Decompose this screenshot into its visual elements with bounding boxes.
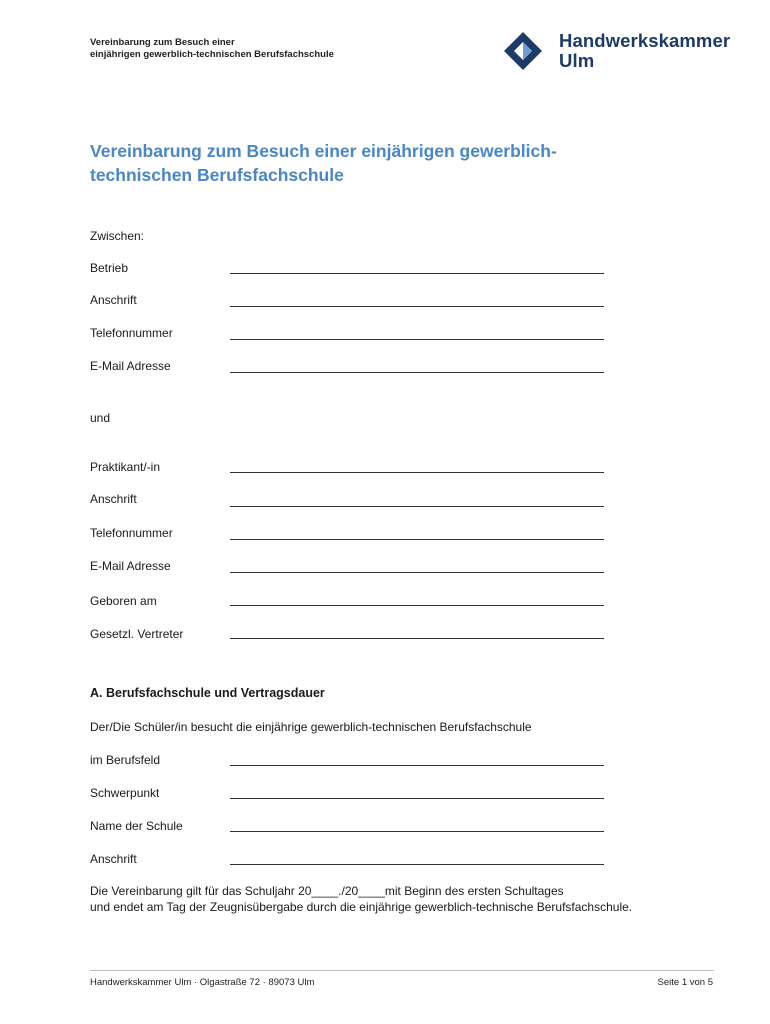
intern-field-line[interactable] (230, 638, 604, 639)
company-field-line[interactable] (230, 339, 604, 340)
intern-field-line[interactable] (230, 605, 604, 606)
between-label: Zwischen: (90, 229, 145, 243)
footer-divider (90, 970, 714, 971)
running-header (90, 37, 334, 61)
school-field-line[interactable] (230, 864, 604, 865)
intern-field-line[interactable] (230, 472, 604, 473)
school-field-label: Anschrift (90, 852, 137, 866)
intern-field-line[interactable] (230, 572, 604, 573)
document-title (90, 139, 690, 187)
school-field-label: Schwerpunkt (90, 786, 160, 800)
school-field-line[interactable] (230, 798, 604, 799)
school-field-line[interactable] (230, 831, 604, 832)
intern-field-label: Anschrift (90, 492, 137, 506)
title-line-2: technischen Berufsfachschule (90, 165, 344, 185)
company-field-line[interactable] (230, 273, 604, 274)
intern-field-label: Telefonnummer (90, 526, 173, 540)
section-a-intro: Der/Die Schüler/in besucht die einjährige gewerblich-technischen Berufsfachschule (90, 720, 532, 734)
intern-field-label: Gesetzl. Vertreter (90, 627, 184, 641)
header-line-1: Vereinbarung zum Besuch einer (90, 37, 235, 48)
intern-field-line[interactable] (230, 539, 604, 540)
school-field-label: im Berufsfeld (90, 753, 161, 767)
page-number: Seite 1 von 5 (657, 977, 713, 988)
intern-field-label: Geboren am (90, 594, 157, 608)
and-label: und (90, 411, 111, 425)
company-field-line[interactable] (230, 306, 604, 307)
validity-line-2: und endet am Tag der Zeugnisübergabe durch die einjährige gewerblich-technische Berufsfachschule. (90, 900, 633, 914)
footer-address: Handwerkskammer Ulm · Olgastraße 72 · 89073 Ulm (90, 977, 315, 988)
company-field-line[interactable] (230, 372, 604, 373)
validity-line-1: Die Vereinbarung gilt für das Schuljahr 20____./20____mit Beginn des ersten Schultages (90, 884, 564, 898)
hwk-ulm-logo (503, 31, 743, 73)
school-field-label: Name der Schule (90, 819, 183, 833)
header-line-2: einjährigen gewerblich-technischen Berufsfachschule (90, 49, 334, 60)
validity-paragraph (90, 883, 632, 915)
school-field-line[interactable] (230, 765, 604, 766)
logo-text-line-1: Handwerkskammer (559, 30, 731, 51)
intern-field-label: E-Mail Adresse (90, 559, 171, 573)
company-field-label: E-Mail Adresse (90, 359, 171, 373)
company-field-label: Telefonnummer (90, 326, 173, 340)
section-a-title: A. Berufsfachschule und Vertragsdauer (90, 686, 325, 700)
company-field-label: Betrieb (90, 261, 129, 275)
logo-text-line-2: Ulm (559, 50, 595, 71)
intern-field-label: Praktikant/-in (90, 460, 161, 474)
title-line-1: Vereinbarung zum Besuch einer einjährigen gewerblich- (90, 141, 557, 161)
intern-field-line[interactable] (230, 506, 604, 507)
hwk-logo-icon (503, 31, 543, 71)
company-field-label: Anschrift (90, 293, 137, 307)
